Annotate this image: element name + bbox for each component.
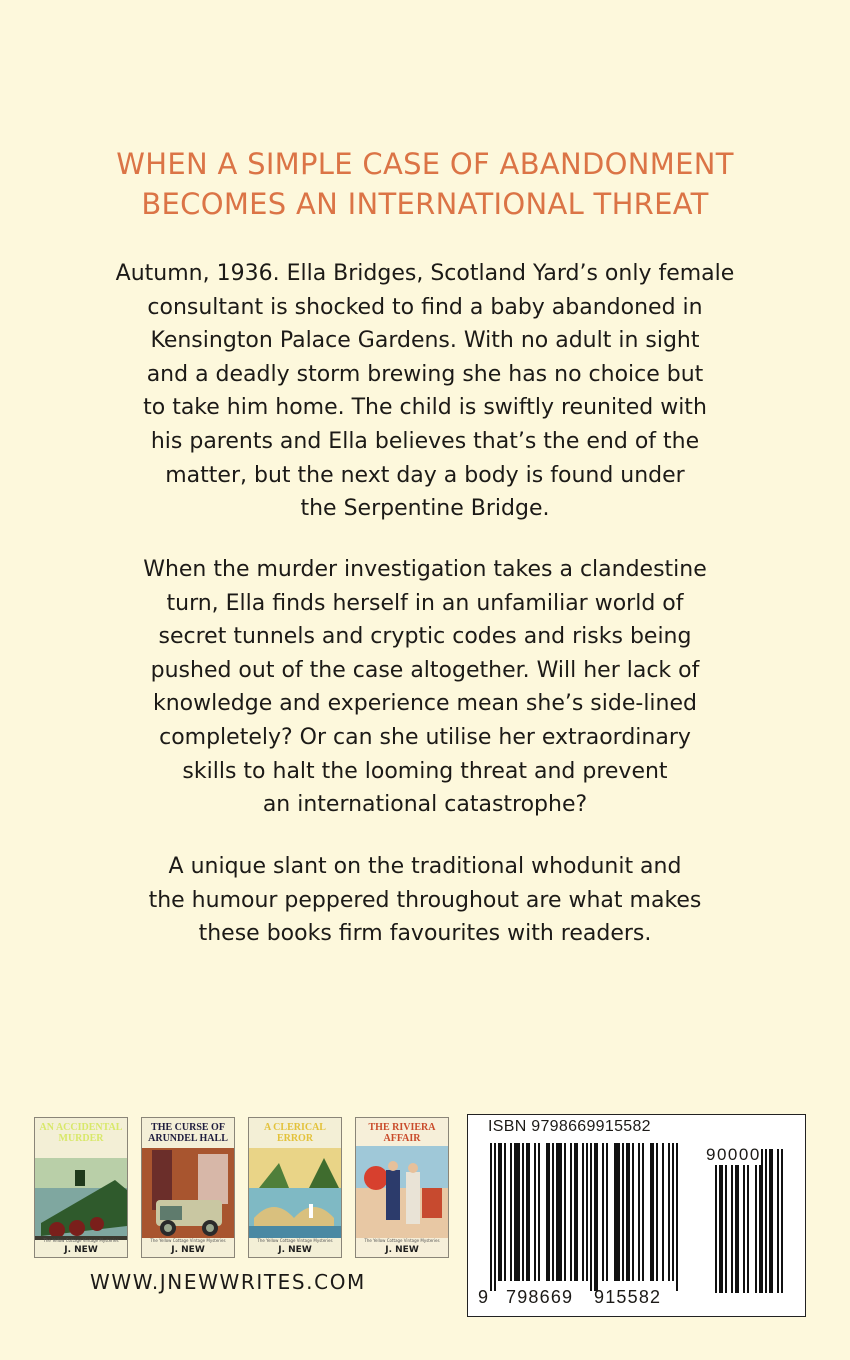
book-author: J. NEW bbox=[278, 1245, 312, 1255]
website-url: WWW.JNEWWRITES.COM bbox=[90, 1270, 366, 1294]
barcode-bar bbox=[781, 1149, 783, 1293]
isbn-label: ISBN 9798669915582 bbox=[488, 1118, 651, 1135]
barcode-bar bbox=[498, 1143, 502, 1281]
barcode-bar bbox=[590, 1143, 592, 1291]
barcode-bar bbox=[514, 1143, 520, 1281]
barcode-bar bbox=[594, 1143, 598, 1291]
book-thumbnail-riviera-affair bbox=[355, 1117, 449, 1258]
barcode-bar bbox=[755, 1149, 757, 1293]
barcode-bar bbox=[676, 1143, 678, 1291]
barcode-bar bbox=[632, 1143, 634, 1281]
barcode-bar bbox=[769, 1149, 773, 1293]
isbn-barcode bbox=[467, 1114, 806, 1317]
text-line: Autumn, 1936. Ella Bridges, Scotland Yard’s only female bbox=[115, 261, 735, 286]
addon-number: 90000 bbox=[706, 1145, 761, 1164]
barcode-bar bbox=[638, 1143, 640, 1281]
blurb-paragraph-2 bbox=[0, 553, 850, 822]
barcode-bar bbox=[735, 1149, 739, 1293]
barcode-digit-first: 9 bbox=[478, 1287, 490, 1307]
barcode-bar bbox=[719, 1149, 723, 1293]
barcode-bar bbox=[510, 1143, 512, 1281]
addon-barcode-bars bbox=[715, 1149, 787, 1293]
text-line: secret tunnels and cryptic codes and risks being bbox=[158, 624, 692, 650]
book-thumbnail-clerical-error bbox=[248, 1117, 342, 1258]
book-series: The Yellow Cottage Vintage Mysteries bbox=[257, 1238, 333, 1243]
text-line: completely? Or can she utilise her extraordinary bbox=[159, 724, 691, 750]
book-author: J. NEW bbox=[385, 1245, 419, 1255]
barcode-bars bbox=[490, 1143, 690, 1293]
text-line: the Serpentine Bridge. bbox=[300, 496, 550, 522]
barcode-bar bbox=[602, 1143, 604, 1281]
barcode-bar bbox=[526, 1143, 530, 1281]
book-title: THE CURSE OF ARUNDEL HALL bbox=[144, 1122, 232, 1144]
barcode-bar bbox=[586, 1143, 588, 1281]
barcode-bar bbox=[582, 1143, 584, 1281]
text-line: A unique slant on the traditional whodunit and bbox=[168, 854, 682, 879]
barcode-bar bbox=[564, 1143, 566, 1281]
book-author: J. NEW bbox=[64, 1245, 98, 1255]
barcode-bar bbox=[556, 1143, 562, 1281]
barcode-bar bbox=[626, 1143, 630, 1281]
text-line: knowledge and experience mean she’s side-lined bbox=[152, 691, 697, 717]
barcode-bar bbox=[522, 1143, 524, 1281]
barcode-bar bbox=[574, 1143, 578, 1281]
barcode-bar bbox=[672, 1143, 674, 1281]
barcode-bar bbox=[731, 1149, 733, 1293]
book-series: The Yellow Cottage Vintage Mysteries bbox=[364, 1238, 440, 1243]
text-line: skills to halt the looming threat and prevent bbox=[182, 758, 668, 784]
barcode-digits-right: 915582 bbox=[594, 1287, 662, 1307]
headline-line-1: WHEN A SIMPLE CASE OF ABANDONMENT bbox=[116, 147, 734, 181]
text-line: and a deadly storm brewing she has no choice but bbox=[146, 361, 704, 387]
barcode-bar bbox=[494, 1143, 496, 1291]
text-line: the humour peppered throughout are what makes bbox=[148, 887, 702, 913]
barcode-bar bbox=[622, 1143, 624, 1281]
headline bbox=[0, 144, 850, 224]
blurb-paragraph-3 bbox=[0, 850, 850, 951]
book-thumbnail-arundel-hall bbox=[141, 1117, 235, 1258]
barcode-bar bbox=[538, 1143, 540, 1281]
book-title: AN ACCIDENTAL MURDER bbox=[39, 1122, 123, 1144]
barcode-bar bbox=[606, 1143, 608, 1281]
barcode-bar bbox=[777, 1149, 779, 1293]
barcode-bar bbox=[747, 1149, 749, 1293]
barcode-bar bbox=[642, 1143, 644, 1281]
barcode-bar bbox=[614, 1143, 620, 1281]
barcode-bar bbox=[552, 1143, 554, 1281]
barcode-bar bbox=[725, 1149, 727, 1293]
headline-line-2: BECOMES AN INTERNATIONAL THREAT bbox=[141, 187, 709, 221]
book-series: The Yellow Cottage Vintage Mysteries bbox=[43, 1238, 119, 1243]
book-series: The Yellow Cottage Vintage Mysteries bbox=[150, 1238, 226, 1243]
barcode-bar bbox=[656, 1143, 658, 1281]
barcode-bar bbox=[743, 1149, 745, 1293]
text-line: his parents and Ella believes that’s the end of the bbox=[150, 428, 700, 454]
barcode-bar bbox=[570, 1143, 572, 1281]
book-thumbnail-accidental-murder bbox=[34, 1117, 128, 1258]
text-line: an international catastrophe? bbox=[262, 792, 588, 818]
text-line: Kensington Palace Gardens. With no adult in sight bbox=[150, 328, 700, 354]
barcode-bar bbox=[765, 1149, 767, 1293]
book-title: THE RIVIERA AFFAIR bbox=[368, 1122, 436, 1144]
text-line: pushed out of the case altogether. Will her lack of bbox=[150, 657, 700, 683]
barcode-bar bbox=[504, 1143, 506, 1281]
barcode-digits-left: 798669 bbox=[506, 1287, 574, 1307]
barcode-bar bbox=[668, 1143, 670, 1281]
text-line: these books firm favourites with readers. bbox=[198, 921, 652, 947]
text-line: matter, but the next day a body is found under bbox=[165, 462, 685, 488]
barcode-bar bbox=[715, 1149, 717, 1293]
barcode-bar bbox=[650, 1143, 654, 1281]
barcode-bar bbox=[662, 1143, 664, 1281]
barcode-bar bbox=[759, 1149, 763, 1293]
barcode-bar bbox=[490, 1143, 492, 1291]
book-title: A CLERICAL ERROR bbox=[264, 1122, 326, 1144]
book-author: J. NEW bbox=[171, 1245, 205, 1255]
text-line: consultant is shocked to find a baby abandoned in bbox=[147, 294, 703, 320]
text-line: to take him home. The child is swiftly reunited with bbox=[143, 395, 707, 421]
text-line: When the murder investigation takes a clandestine bbox=[143, 557, 707, 582]
barcode-bar bbox=[546, 1143, 550, 1281]
barcode-bar bbox=[534, 1143, 536, 1281]
text-line: turn, Ella finds herself in an unfamiliar world of bbox=[166, 590, 684, 616]
blurb-paragraph-1 bbox=[0, 257, 850, 526]
